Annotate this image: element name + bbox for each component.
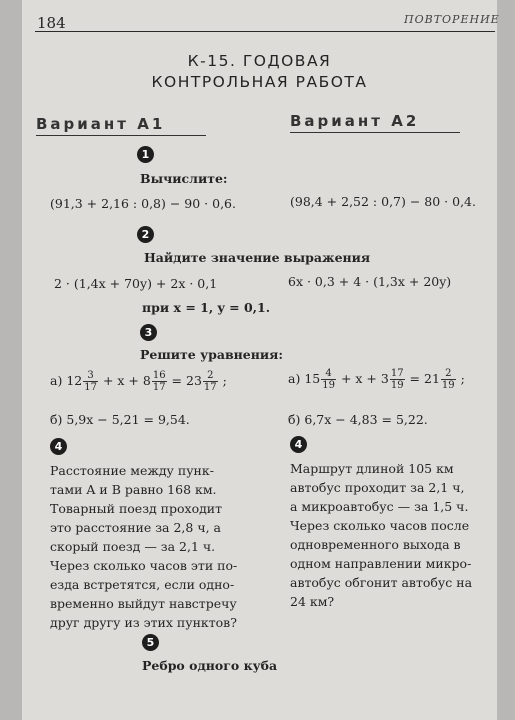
fraction: $\frac{4}{19}$ — [322, 368, 335, 391]
text-line: Маршрут длиной 105 км — [290, 461, 454, 476]
task-3-a-left — [50, 370, 227, 393]
eq-equals: = 21 — [409, 371, 440, 386]
task-4-a2-text — [290, 459, 492, 611]
task-4-a1-text — [50, 461, 264, 632]
task-1-a1: (91,3 + 2,16 : 0,8) − 90 · 0,6. — [50, 196, 236, 211]
text-line: тами A и B равно 168 км. — [50, 482, 217, 497]
task-3-a-right — [288, 368, 465, 391]
text-line: Расстояние между пунк- — [50, 463, 214, 478]
fraction: $\frac{16}{17}$ — [152, 370, 166, 393]
text-line: 24 км? — [290, 594, 335, 609]
text-line: скорый поезд — за 2,1 ч. — [50, 539, 216, 554]
task-3-b-right: б) 6,7x − 4,83 = 5,22. — [288, 412, 428, 427]
task-2-a2: 6x · 0,3 + 4 · (1,3x + 20y) — [288, 274, 452, 289]
eq-equals: = 23 — [171, 373, 202, 388]
task-2-badge: 2 — [137, 226, 154, 243]
title-line-2: КОНТРОЛЬНАЯ РАБОТА — [151, 73, 368, 91]
eq-middle: + x + 8 — [102, 373, 151, 388]
variant-a1-underline — [36, 135, 206, 136]
task-2-condition: при x = 1, y = 0,1. — [142, 300, 271, 315]
text-line: Товарный поезд проходит — [50, 501, 223, 516]
page-number: 184 — [37, 14, 66, 32]
task-5-instruction: Ребро одного куба — [142, 658, 278, 673]
eq-end: ; — [460, 371, 465, 386]
variant-a2-underline — [290, 132, 460, 133]
task-1-badge: 1 — [137, 146, 154, 163]
book-page — [22, 0, 500, 720]
task-1-a2: (98,4 + 2,52 : 0,7) − 80 · 0,4. — [290, 194, 476, 209]
eq-end: ; — [222, 373, 227, 388]
fraction: $\frac{2}{19}$ — [441, 368, 455, 391]
text-line: езда встретятся, если одно- — [50, 577, 235, 592]
text-line: временно выйдут навстречу — [50, 596, 237, 611]
text-line: а микроавтобус — за 1,5 ч. — [290, 499, 469, 514]
title-line-1: К-15. ГОДОВАЯ — [187, 52, 332, 70]
eq-whole: 12 — [66, 373, 83, 388]
task-4-badge-right: 4 — [290, 436, 307, 453]
text-line: друг другу из этих пунктов? — [50, 615, 237, 630]
text-line: это расстояние за 2,8 ч, а — [50, 520, 221, 535]
text-line: автобус обгонит автобус на — [290, 575, 473, 590]
eq-label: а) — [288, 371, 301, 386]
text-line: Через сколько часов после — [290, 518, 470, 533]
section-label: ПОВТОРЕНИЕ — [404, 13, 500, 26]
task-4-badge-left: 4 — [50, 438, 67, 455]
task-1-instruction: Вычислите: — [140, 171, 228, 186]
task-2-instruction: Найдите значение выражения — [144, 250, 371, 265]
eq-middle: + x + 3 — [340, 371, 389, 386]
eq-whole: 15 — [304, 371, 321, 386]
task-3-badge: 3 — [140, 324, 157, 341]
text-line: Через сколько часов эти по- — [50, 558, 238, 573]
fraction: $\frac{2}{17}$ — [203, 370, 217, 393]
task-5-badge: 5 — [142, 634, 159, 651]
text-line: одном направлении микро- — [290, 556, 472, 571]
eq-label: а) — [50, 373, 63, 388]
header-rule — [35, 31, 495, 32]
fraction: $\frac{3}{17}$ — [84, 370, 97, 393]
fraction: $\frac{17}{19}$ — [390, 368, 404, 391]
task-3-b-left: б) 5,9x − 5,21 = 9,54. — [50, 412, 190, 427]
variant-a2-label: Вариант А2 — [290, 112, 420, 130]
variant-a1-label: Вариант А1 — [36, 115, 166, 133]
task-3-instruction: Решите уравнения: — [140, 347, 284, 362]
text-line: одновременного выхода в — [290, 537, 461, 552]
text-line: автобус проходит за 2,1 ч, — [290, 480, 465, 495]
task-2-a1: 2 · (1,4x + 70y) + 2x · 0,1 — [54, 276, 218, 291]
